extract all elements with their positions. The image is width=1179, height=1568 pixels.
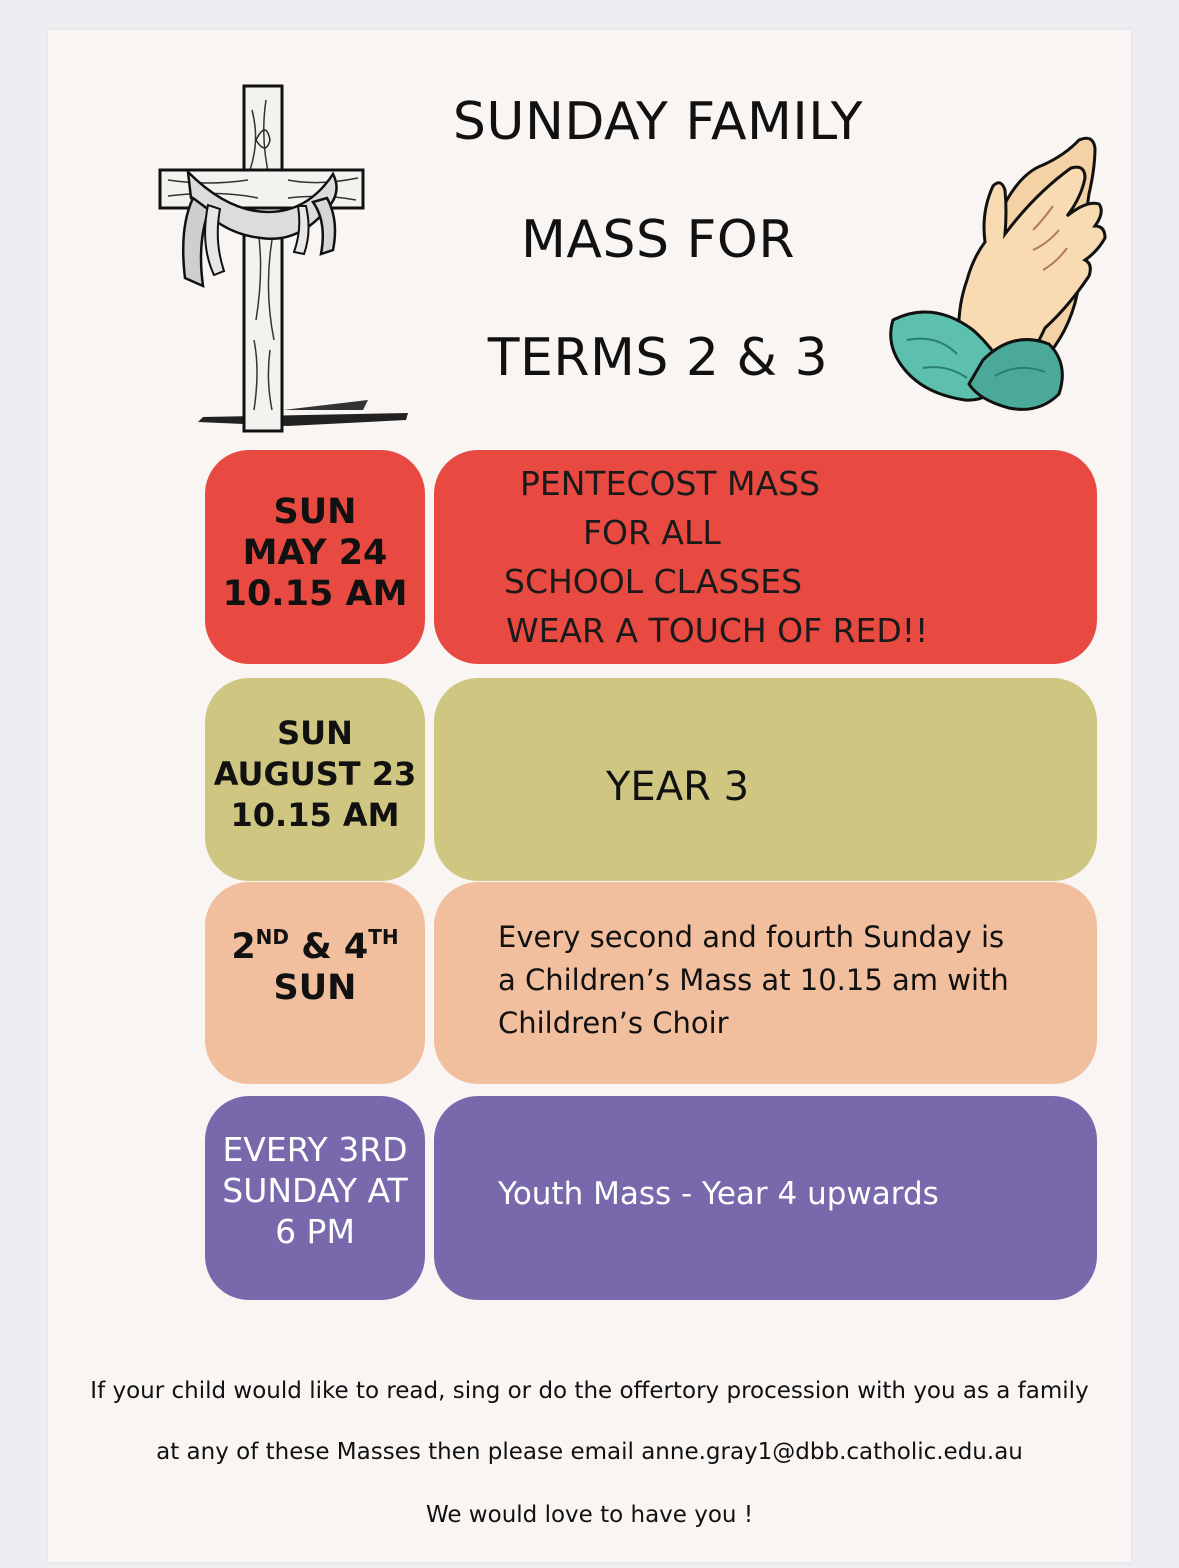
date-line-ordinals bbox=[231, 927, 398, 968]
date-number: 2 bbox=[231, 927, 256, 967]
cross-icon bbox=[148, 80, 418, 435]
date-line: 6 PM bbox=[275, 1211, 355, 1251]
detail-line: FOR ALL bbox=[583, 513, 721, 552]
date-line: SUN bbox=[273, 968, 357, 1008]
date-suffix: TH bbox=[368, 925, 399, 949]
schedule-date-box-2 bbox=[205, 678, 425, 881]
date-number: 4 bbox=[343, 927, 369, 967]
schedule-detail-box-3 bbox=[434, 882, 1097, 1084]
title-line-1: SUNDAY FAMILY bbox=[452, 92, 864, 152]
title-line-2: MASS FOR bbox=[521, 210, 795, 270]
flyer-page bbox=[48, 30, 1131, 1562]
schedule-detail-box-1 bbox=[434, 450, 1097, 664]
footer-line-3: We would love to have you ! bbox=[425, 1502, 754, 1528]
schedule-date-box-3 bbox=[205, 882, 425, 1084]
detail-text: YEAR 3 bbox=[606, 764, 750, 810]
schedule-detail-box-2 bbox=[434, 678, 1097, 881]
detail-line: PENTECOST MASS bbox=[520, 464, 820, 503]
date-line: 10.15 AM bbox=[222, 573, 408, 614]
date-line: SUN bbox=[277, 714, 353, 752]
date-line: MAY 24 bbox=[242, 532, 388, 573]
date-ampersand: & bbox=[289, 927, 344, 967]
detail-line: a Children’s Mass at 10.15 am with bbox=[498, 963, 1009, 997]
detail-line: SCHOOL CLASSES bbox=[504, 562, 803, 601]
detail-line: Children’s Choir bbox=[498, 1006, 729, 1040]
date-line: SUNDAY AT bbox=[222, 1170, 408, 1210]
title-line-3: TERMS 2 & 3 bbox=[487, 328, 829, 388]
date-line: EVERY 3RD bbox=[222, 1129, 408, 1169]
detail-line: Every second and fourth Sunday is bbox=[498, 920, 1005, 954]
footer-line-2: at any of these Masses then please email anne.gray1@dbb.catholic.edu.au bbox=[156, 1439, 1023, 1465]
date-suffix: ND bbox=[255, 925, 290, 949]
detail-text: Youth Mass - Year 4 upwards bbox=[498, 1176, 939, 1212]
praying-hands-icon bbox=[883, 130, 1108, 425]
date-line: 10.15 AM bbox=[230, 796, 400, 834]
date-line: AUGUST 23 bbox=[213, 755, 417, 793]
schedule-date-box-4 bbox=[205, 1096, 425, 1300]
footer-line-1: If your child would like to read, sing or do the offertory procession with you as a family bbox=[90, 1378, 1089, 1404]
date-line: SUN bbox=[273, 491, 357, 532]
schedule-detail-box-4 bbox=[434, 1096, 1097, 1300]
detail-line: WEAR A TOUCH OF RED!! bbox=[506, 611, 929, 650]
schedule-date-box-1 bbox=[205, 450, 425, 664]
